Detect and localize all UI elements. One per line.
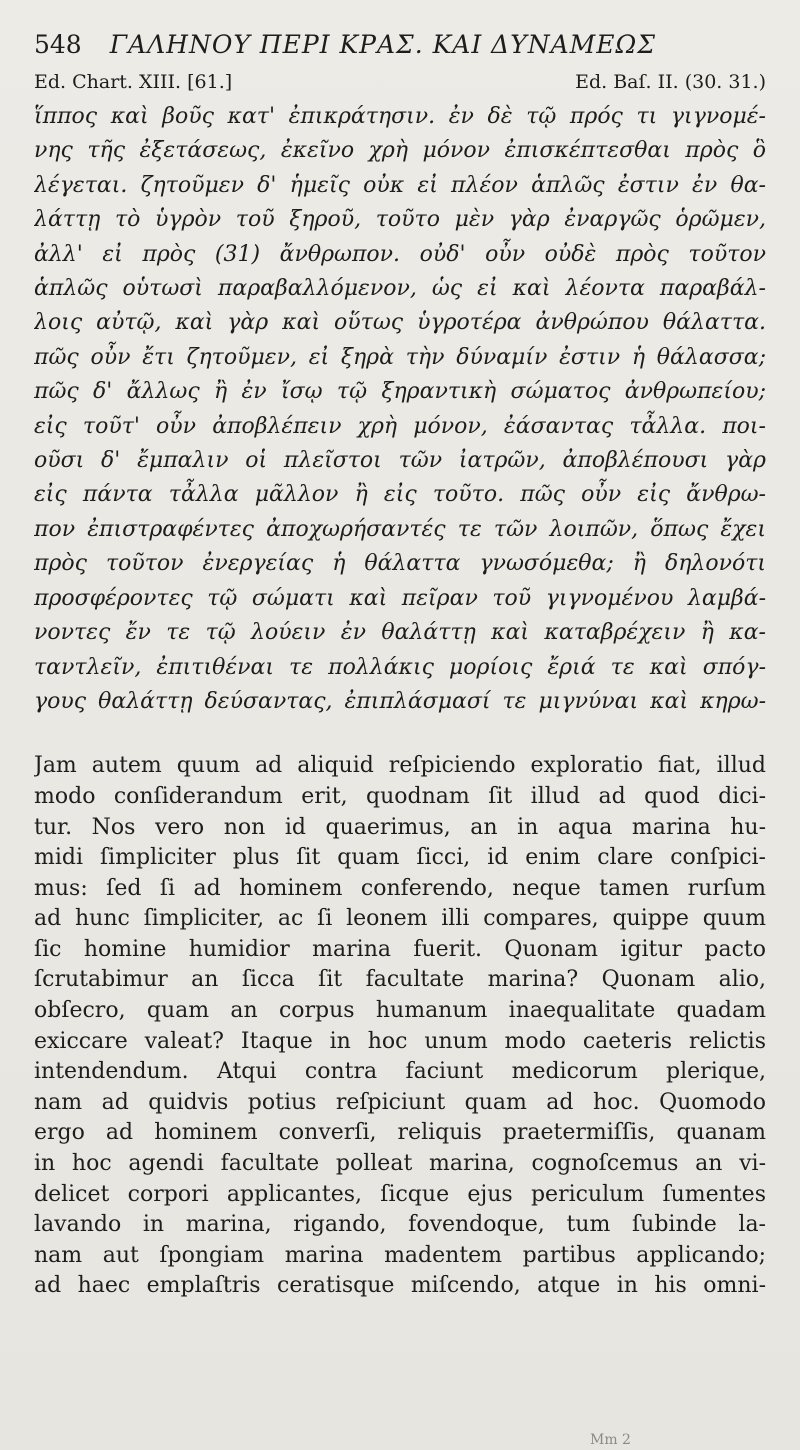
greek-line: εἰς τοῦτ' οὖν ἀποβλέπειν χρὴ μόνον, ἐάσαντας τἆλλα. ποι-: [34, 413, 766, 439]
latin-line: lavando in marina, rigando, fovendoque, tum ſubinde la-: [34, 1212, 766, 1238]
latin-line: mus: ſed ſi ad hominem conferendo, neque tamen rurſum: [34, 875, 766, 901]
signature-mark: Mm 2: [590, 1432, 631, 1448]
edition-left: Ed. Chart. XIII. [61.]: [34, 71, 233, 93]
greek-line: προσφέροντες τῷ σώματι καὶ πεῖραν τοῦ γιγνομένου λαμβά-: [34, 585, 766, 611]
latin-line: delicet corpori applicantes, ſicque ejus periculum ſumentes: [34, 1181, 766, 1207]
greek-line: πῶς δ' ἄλλως ἢ ἐν ἴσῳ τῷ ξηραντικὴ σώματος ἀνθρωπείου;: [34, 379, 766, 405]
edition-right: Ed. Baſ. II. (30. 31.): [575, 71, 766, 93]
latin-line: obſecro, quam an corpus humanum inaequalitate quadam: [34, 998, 766, 1024]
greek-line: ταντλεῖν, ἐπιτιθέναι τε πολλάκις μορίοις ἔριά τε καὶ σπόγ-: [34, 654, 766, 680]
greek-line: λάττῃ τὸ ὑγρὸν τοῦ ξηροῦ, τοῦτο μὲν γὰρ ἐναργῶς ὁρῶμεν,: [34, 207, 766, 233]
greek-line: γους θαλάττῃ δεύσαντας, ἐπιπλάσμασί τε μιγνύναι καὶ κηρω-: [34, 688, 766, 714]
greek-line: πρὸς τοῦτον ἐνεργείας ἡ θάλαττα γνωσόμεθα; ἢ δηλονότι: [34, 551, 766, 577]
page-number: 548: [34, 30, 82, 59]
latin-line: intendendum. Atqui contra faciunt medicorum plerique,: [34, 1059, 766, 1085]
greek-line: νης τῆς ἐξετάσεως, ἐκεῖνο χρὴ μόνον ἐπισκέπτεσθαι πρὸς ὃ: [34, 138, 766, 164]
latin-line: ergo ad hominem converſi, reliquis praetermiſſis, quanam: [34, 1120, 766, 1146]
latin-line: ſcrutabimur an ſicca ſit facultate marina? Quonam alio,: [34, 967, 766, 993]
greek-line: λοις αὐτῷ, καὶ γὰρ καὶ οὕτως ὑγροτέρα ἀνθρώπου θάλαττα.: [34, 310, 766, 336]
latin-line: ad hunc ſimpliciter, ac ſi leonem illi compares, quippe quum: [34, 906, 766, 932]
greek-line: ἀλλ' εἰ πρὸς (31) ἄνθρωπον. οὐδ' οὖν οὐδὲ πρὸς τοῦτον: [34, 241, 766, 267]
greek-line: πον ἐπιστραφέντες ἀποχωρήσαντές τε τῶν λοιπῶν, ὅπως ἔχει: [34, 516, 766, 542]
greek-line: ἵππος καὶ βοῦς κατ' ἐπικράτησιν. ἐν δὲ τῷ πρός τι γιγνομέ-: [34, 104, 766, 129]
latin-line: Jam autem quum ad aliquid reſpiciendo exploratio fiat, illud: [34, 753, 766, 779]
edition-references: [34, 68, 766, 98]
latin-line: ſic homine humidior marina fuerit. Quonam igitur pacto: [34, 936, 766, 962]
greek-line: πῶς οὖν ἔτι ζητοῦμεν, εἰ ξηρὰ τὴν δύναμίν ἐστιν ἡ θάλασσα;: [34, 344, 766, 370]
greek-line: ἁπλῶς οὑτωσὶ παραβαλλόμενον, ὡς εἰ καὶ λέοντα παραβάλ-: [34, 276, 766, 302]
latin-line: nam aut ſpongiam marina madentem partibus applicando;: [34, 1242, 766, 1268]
greek-line: οῦσι δ' ἔμπαλιν οἱ πλεῖστοι τῶν ἰατρῶν, ἀποβλέπουσι γὰρ: [34, 448, 766, 474]
latin-line: exiccare valeat? Itaque in hoc unum modo caeteris relictis: [34, 1028, 766, 1054]
latin-line: in hoc agendi facultate polleat marina, cognoſcemus an vi-: [34, 1151, 766, 1177]
latin-line: modo conſiderandum erit, quodnam ſit illud ad quod dici-: [34, 783, 766, 809]
latin-line: tur. Nos vero non id quaerimus, an in aqua marina hu-: [34, 814, 766, 840]
greek-line: λέγεται. ζητοῦμεν δ' ἡμεῖς οὐκ εἰ πλέον ἁπλῶς ἐστιν ἐν θα-: [34, 172, 766, 198]
running-header: [34, 28, 766, 68]
running-title: ΓΑΛΗΝΟΥ ΠΕΡΙ ΚΡΑΣ. ΚΑΙ ΔΥΝΑΜΕΩΣ: [109, 30, 656, 59]
latin-line: midi ſimpliciter plus ſit quam ſicci, id enim clare conſpici-: [34, 845, 766, 871]
greek-line: εἰς πάντα τἆλλα μᾶλλον ἢ εἰς τοῦτο. πῶς οὖν εἰς ἄνθρω-: [34, 482, 766, 508]
latin-line: ad haec emplaſtris ceratisque miſcendo, atque in his omni-: [34, 1273, 766, 1299]
greek-line: νοντες ἔν τε τῷ λούειν ἐν θαλάττῃ καὶ καταβρέχειν ἢ κα-: [34, 620, 766, 646]
latin-text-block: [34, 751, 766, 1302]
latin-line: nam ad quidvis potius reſpiciunt quam ad hoc. Quomodo: [34, 1089, 766, 1115]
greek-text-block: [34, 100, 766, 719]
